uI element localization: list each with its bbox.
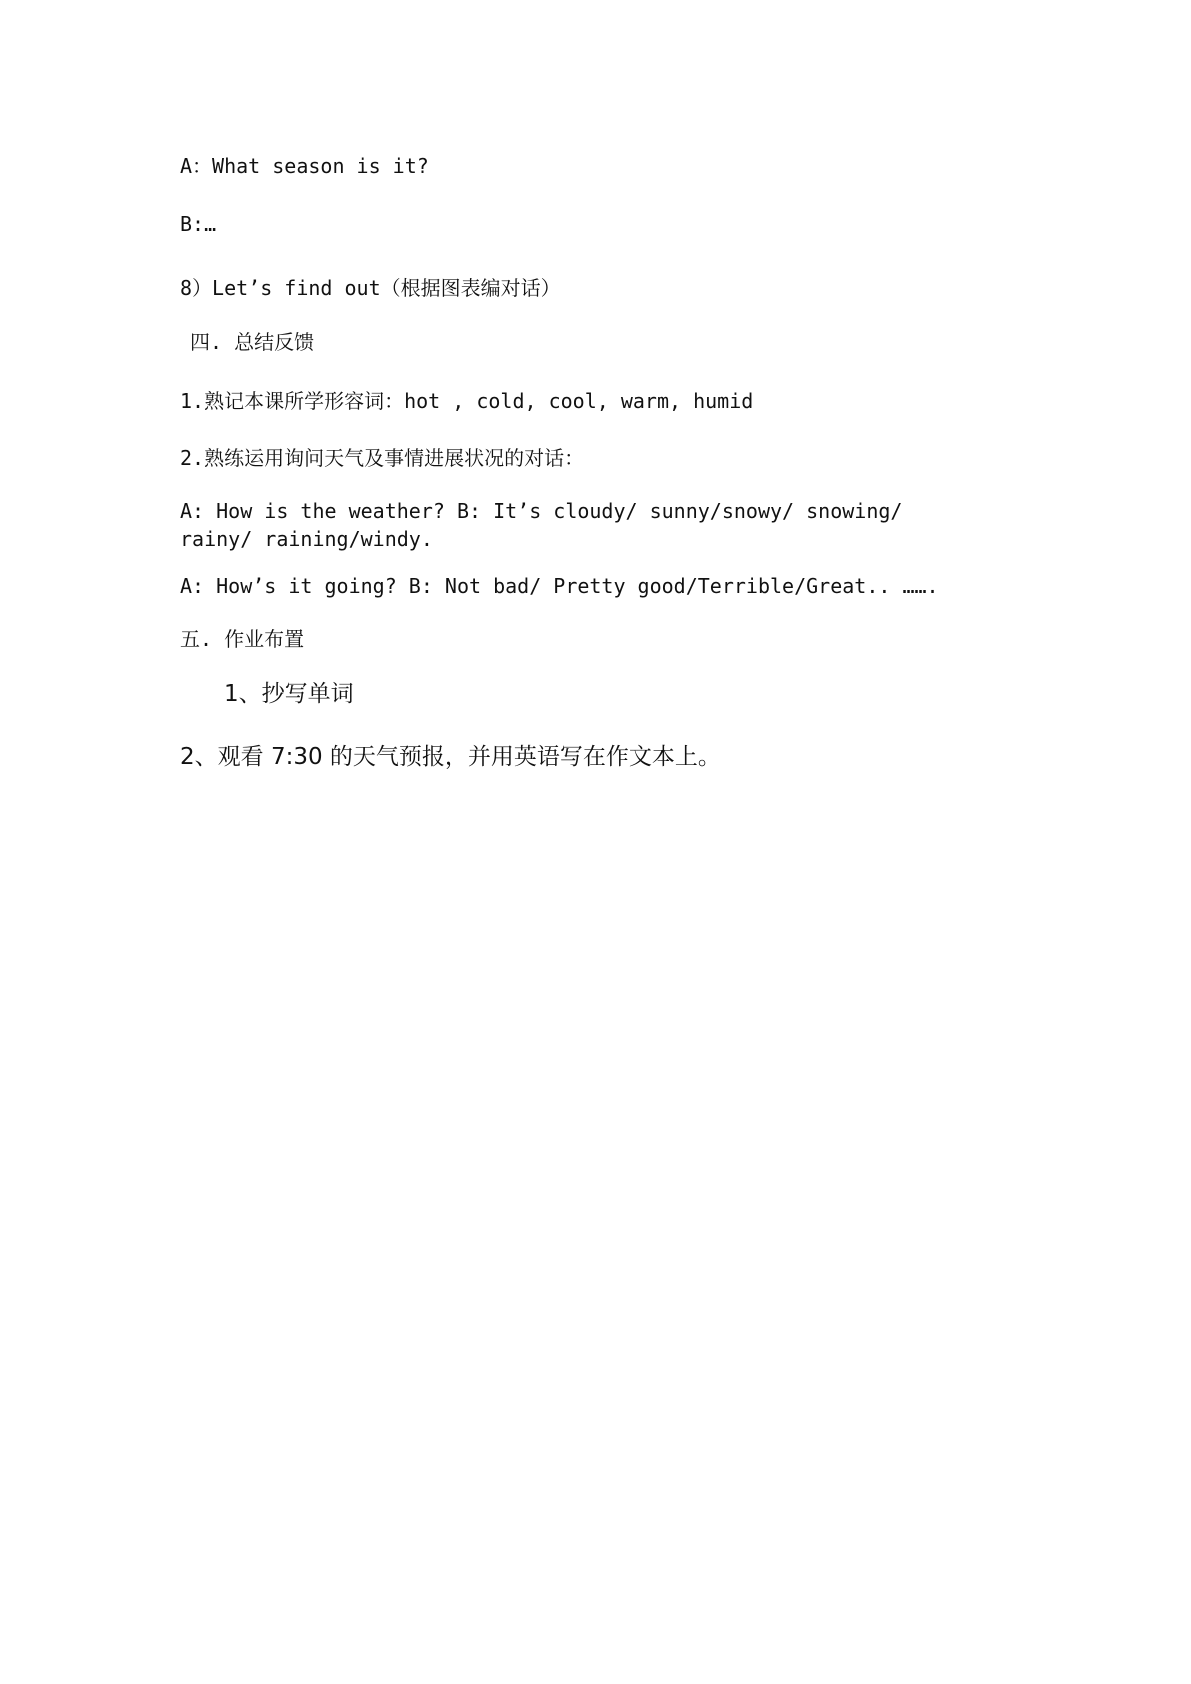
homework-item-weather-forecast: 2、观看 7:30 的天气预报，并用英语写在作文本上。 xyxy=(180,744,721,770)
weather-dialog-example: A: How is the weather? B: It’s cloudy/ sunny/snowy/ snowing/ rainy/ raining/windy. xyxy=(180,499,903,551)
homework-item-copy-words: 1、抄写单词 xyxy=(224,681,354,707)
step-8-lets-find-out: 8）Let’s find out（根据图表编对话） xyxy=(180,276,561,300)
summary-item-dialog-practice: 2.熟练运用询问天气及事情进展状况的对话： xyxy=(180,446,585,470)
dialog-line-season-question: A：What season is it? xyxy=(180,154,429,178)
dialog-line-b-ellipsis: B:… xyxy=(180,212,217,236)
going-dialog-example: A: How’s it going? B: Not bad/ Pretty good/Terrible/Great.. ……. xyxy=(180,574,939,598)
section-heading-summary-feedback: 四. 总结反馈 xyxy=(190,330,315,354)
summary-item-adjectives: 1.熟记本课所学形容词：hot , cold, cool, warm, humid xyxy=(180,389,754,413)
section-heading-homework: 五. 作业布置 xyxy=(180,627,305,651)
